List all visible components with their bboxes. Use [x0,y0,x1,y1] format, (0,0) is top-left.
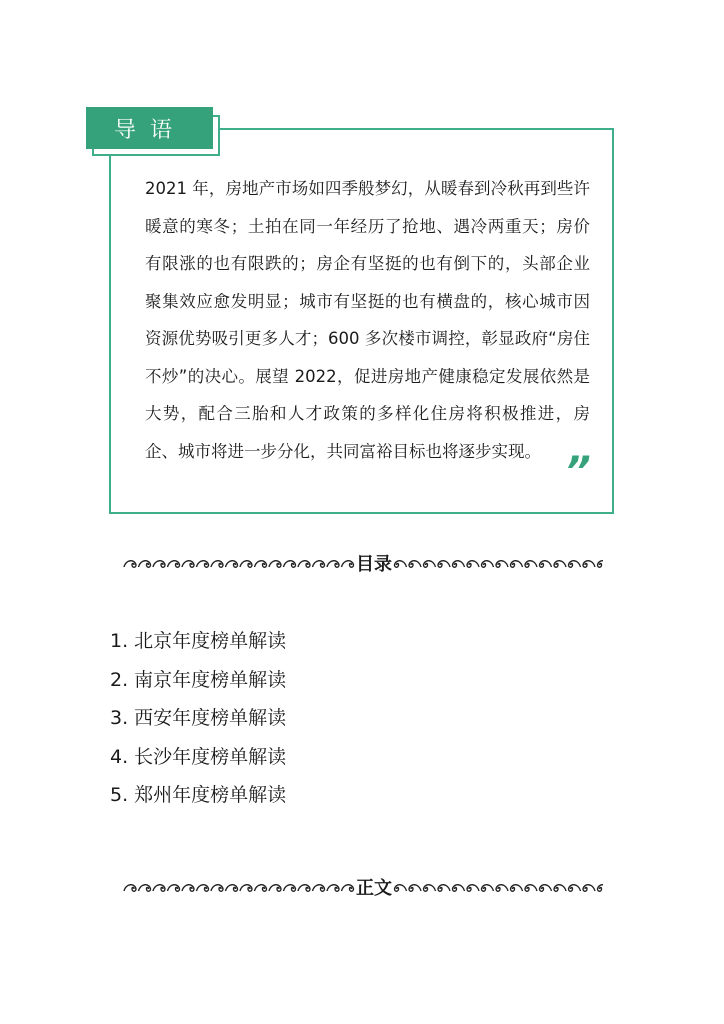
toc-item[interactable]: 2. 南京年度榜单解读 [110,668,287,691]
swirl-ornament-left-icon [123,879,355,895]
toc-list [110,622,286,815]
body-heading: 正文 [356,878,392,899]
intro-tag: 导语 [86,107,213,149]
toc-heading: 目录 [356,554,392,575]
toc-item[interactable]: 1. 北京年度榜单解读 [110,630,287,652]
intro-text: 2021 年，房地产市场如四季般梦幻，从暖春到冷秋再到些许暖意的寒冬；土拍在同一年经历了抢地、遇冷两重天；房价有限涨的也有限跌的；房企有坚挺的也有倒下的，头部企业聚集效应愈发明显；城市有坚挺的也有横盘的，核心城市因资源优势吸引更多人才；600 多次楼市调控，彰显政府“房住不炒”的决心。展望 2022，促进房地产健康稳定发展依然是大势，配合三胎和人才政策的多样化住房将积极推进，房企、城市将进一步分化，共同富裕目标也将逐步实现。 [145,179,590,461]
swirl-ornament-right-icon [393,879,603,895]
toc-item[interactable]: 4. 长沙年度榜单解读 [110,745,287,768]
swirl-ornament-left-icon [123,555,355,571]
body-divider [118,873,608,901]
swirl-ornament-right-icon [393,555,603,571]
toc-item[interactable]: 3. 西安年度榜单解读 [110,707,287,729]
quote-mark-icon: ” [565,449,591,495]
toc-item[interactable]: 5. 郑州年度榜单解读 [110,784,287,806]
toc-divider [118,549,608,577]
